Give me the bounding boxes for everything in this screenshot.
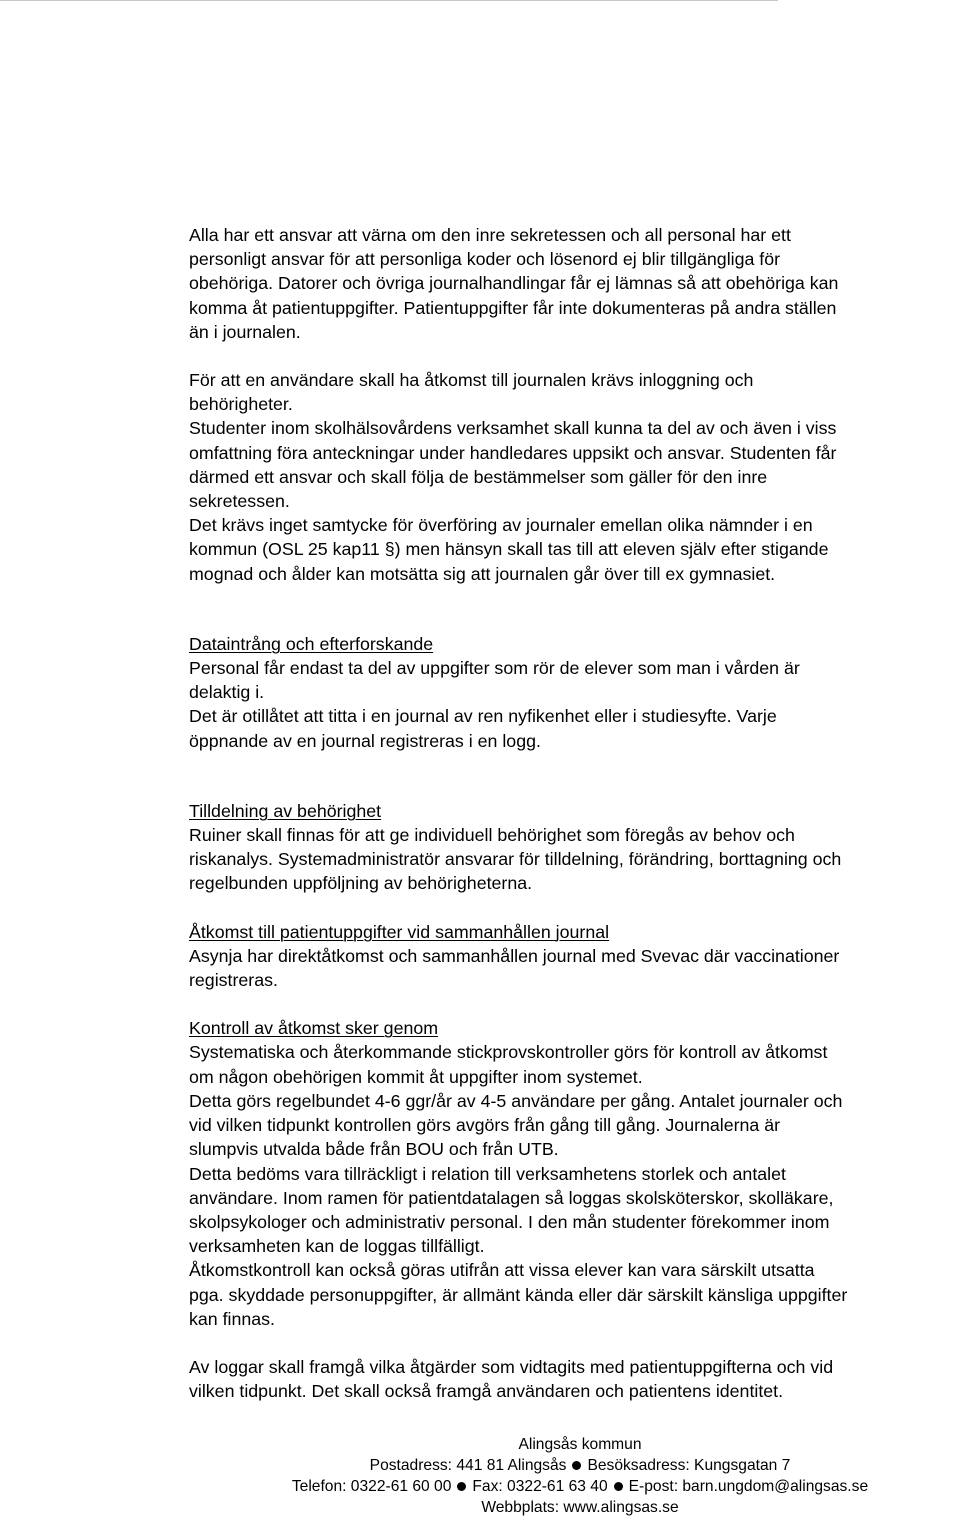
paragraph-inner-confidentiality: Alla har ett ansvar att värna om den inre sekretessen och all personal har ett personligt ansvar för att personliga koder och lösenord ej blir tillgängliga för obehöriga. Datorer och övriga journalhandlingar får ej lämnas så att obehöriga kan komma åt patientuppgifter. Patientuppgifter får inte dokumenteras på andra ställen än i journalen. xyxy=(189,225,839,342)
paragraph-kontroll-5: Av loggar skall framgå vilka åtgärder som vidtagits med patientuppgifterna och vid vilken tidpunkt. Det skall också framgå användaren och patientens identitet. xyxy=(189,1356,834,1402)
document-body xyxy=(189,223,957,1403)
paragraph-tilldelning: Ruiner skall finnas för att ge individuell behörighet som föregås av behov och riskanalys. Systemadministratör ansvarar för tilldelning, förändring, borttagning och regelbunden uppföljning av behörigheterna. xyxy=(189,825,842,894)
paragraph-dataintrang-1: Personal får endast ta del av uppgifter som rör de elever som man i vården är delaktig i. xyxy=(189,658,800,703)
paragraph-kontroll-2: Detta görs regelbundet 4-6 ggr/år av 4-5 användare per gång. Antalet journaler och vid vilken tidpunkt kontrollen görs avgörs från gång till gång. Journalerna är slumpvis utvalda både från BOU och från UTB. xyxy=(189,1090,843,1160)
footer-contact-line xyxy=(240,1476,920,1497)
paragraph-dataintrang-2: Det är otillåtet att titta i en journal av ren nyfikenhet eller i studiesyfte. Varje öppnande av en journal registreras i en logg. xyxy=(189,706,777,751)
paragraph-kontroll-4: Åtkomstkontroll kan också göras utifrån att vissa elever kan vara särskilt utsatta pga. skyddade personuppgifter, är allmänt kända eller där särskilt känsliga uppgifter kan finnas. xyxy=(189,1260,848,1329)
heading-tilldelning: Tilldelning av behörighet xyxy=(189,800,382,821)
footer-fax: Fax: 0322-61 63 40 xyxy=(472,1478,608,1495)
paragraph-students: Studenter inom skolhälsovårdens verksamhet skall kunna ta del av och även i viss omfattning föra anteckningar under handledares uppsikt och ansvar. Studenten får därmed ett ansvar och skall följa de bestämmelser som gäller för den inre sekretessen. xyxy=(189,418,837,512)
footer-postal: Postadress: 441 81 Alingsås xyxy=(369,1457,567,1474)
footer-org: Alingsås kommun xyxy=(518,1436,642,1453)
footer-address-line xyxy=(240,1455,920,1476)
paragraph-atkomst: Asynja har direktåtkomst och sammanhållen journal med Svevac där vaccinationer registreras. xyxy=(189,945,840,991)
bullet-icon xyxy=(614,1482,623,1491)
paragraph-kontroll-3: Detta bedöms vara tillräckligt i relation till verksamhetens storlek och antalet användare. Inom ramen för patientdatalagen så loggas skolsköterskor, skolläkare, skolpsykologer och administrativ personal. I den mån studenter förekommer inom verksamheten kan de loggas tillfälligt. xyxy=(189,1163,834,1257)
top-rule xyxy=(0,0,778,1)
footer-email[interactable]: E-post: barn.ungdom@alingsas.se xyxy=(628,1478,869,1495)
heading-dataintrang: Dataintrång och efterforskande xyxy=(189,633,434,654)
page-footer xyxy=(240,1434,920,1518)
paragraph-login-requirement: För att en användare skall ha åtkomst till journalen krävs inloggning och behörigheter. xyxy=(189,370,754,415)
footer-visit: Besöksadress: Kungsgatan 7 xyxy=(587,1457,791,1474)
heading-kontroll: Kontroll av åtkomst sker genom xyxy=(189,1018,439,1039)
paragraph-kontroll-1: Systematiska och återkommande stickprovskontroller görs för kontroll av åtkomst om någon obehörigen kommit åt uppgifter inom systemet. xyxy=(189,1042,828,1087)
bullet-icon xyxy=(457,1482,466,1491)
footer-web[interactable]: Webbplats: www.alingsas.se xyxy=(481,1499,679,1516)
footer-phone: Telefon: 0322-61 60 00 xyxy=(291,1478,452,1495)
paragraph-consent-transfer: Det krävs inget samtycke för överföring av journaler emellan olika nämnder i en kommun (OSL 25 kap11 §) men hänsyn skall tas till att eleven själv efter stigande mognad och ålder kan motsätta sig att journalen går över till ex gymnasiet. xyxy=(189,515,829,584)
heading-atkomst: Åtkomst till patientuppgifter vid sammanhållen journal xyxy=(189,921,610,942)
bullet-icon xyxy=(572,1461,581,1470)
